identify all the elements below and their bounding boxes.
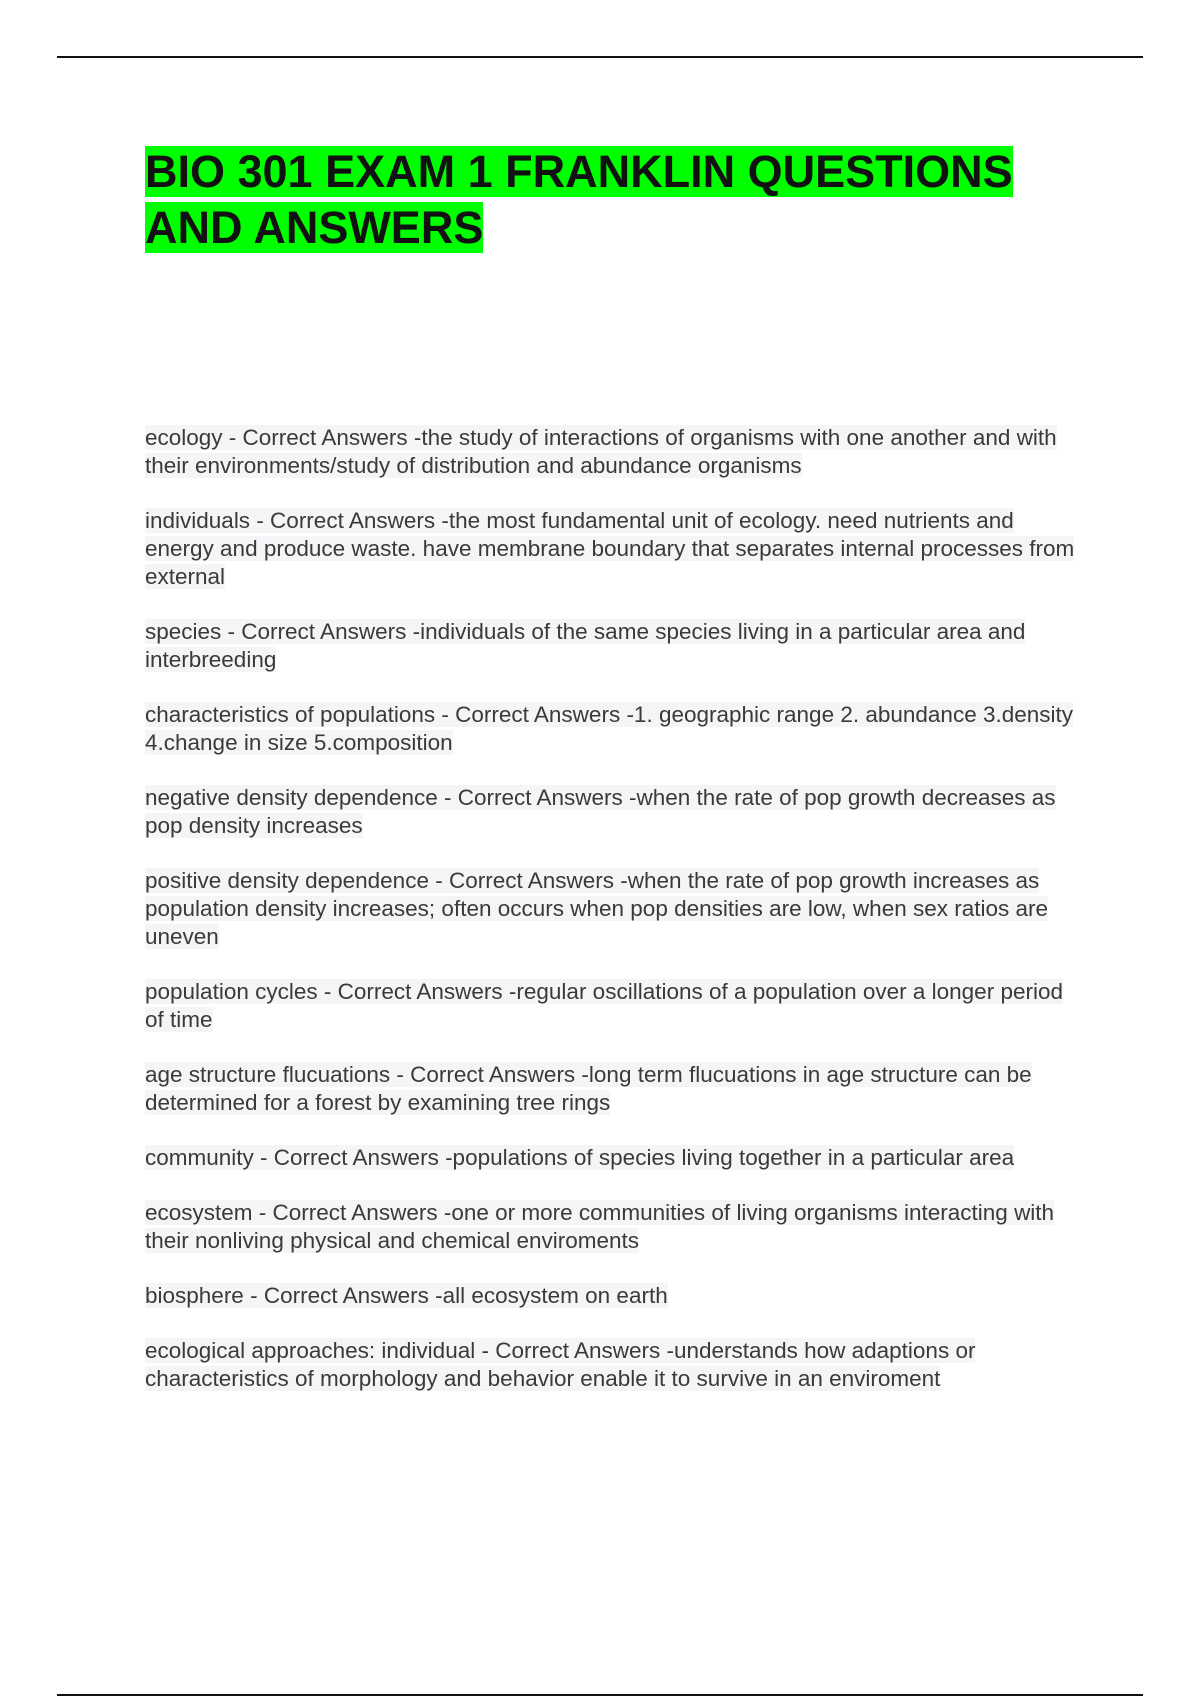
qa-item-text: ecosystem - Correct Answers -one or more communities of living organisms interacting with their nonliving physical and chemical enviroments (145, 1200, 1055, 1253)
qa-item (145, 1144, 1085, 1172)
qa-item-text: biosphere - Correct Answers -all ecosystem on earth (145, 1283, 668, 1308)
qa-list (145, 424, 1085, 1420)
qa-item (145, 701, 1085, 757)
bottom-divider (57, 1694, 1143, 1696)
qa-item-text: characteristics of populations - Correct Answers -1. geographic range 2. abundance 3.density 4.change in size 5.composition (145, 702, 1074, 755)
qa-item-text: community - Correct Answers -populations of species living together in a particular area (145, 1145, 1015, 1170)
document-title-text: BIO 301 EXAM 1 FRANKLIN QUESTIONS AND ANSWERS (145, 146, 1013, 253)
qa-item (145, 978, 1085, 1034)
top-divider (57, 56, 1143, 58)
qa-item (145, 1337, 1085, 1393)
qa-item (145, 1061, 1085, 1117)
qa-item-text: individuals - Correct Answers -the most fundamental unit of ecology. need nutrients and energy and produce waste. have membrane boundary that separates internal processes from external (145, 508, 1075, 589)
qa-item-text: ecology - Correct Answers -the study of interactions of organisms with one another and with their environments/study of distribution and abundance organisms (145, 425, 1057, 478)
qa-item-text: population cycles - Correct Answers -regular oscillations of a population over a longer period of time (145, 979, 1063, 1032)
qa-item-text: positive density dependence - Correct Answers -when the rate of pop growth increases as population density increases; often occurs when pop densities are low, when sex ratios are uneven (145, 868, 1049, 949)
qa-item (145, 867, 1085, 951)
qa-item (145, 424, 1085, 480)
qa-item-text: negative density dependence - Correct Answers -when the rate of pop growth decreases as pop density increases (145, 785, 1056, 838)
qa-item (145, 1282, 1085, 1310)
qa-item-text: species - Correct Answers -individuals of the same species living in a particular area and interbreeding (145, 619, 1026, 672)
qa-item (145, 507, 1085, 591)
document-title (145, 144, 1085, 256)
qa-item (145, 784, 1085, 840)
qa-item (145, 618, 1085, 674)
qa-item (145, 1199, 1085, 1255)
qa-item-text: age structure flucuations - Correct Answers -long term flucuations in age structure can be determined for a forest by examining tree rings (145, 1062, 1032, 1115)
qa-item-text: ecological approaches: individual - Correct Answers -understands how adaptions or characteristics of morphology and behavior enable it to survive in an enviroment (145, 1338, 976, 1391)
